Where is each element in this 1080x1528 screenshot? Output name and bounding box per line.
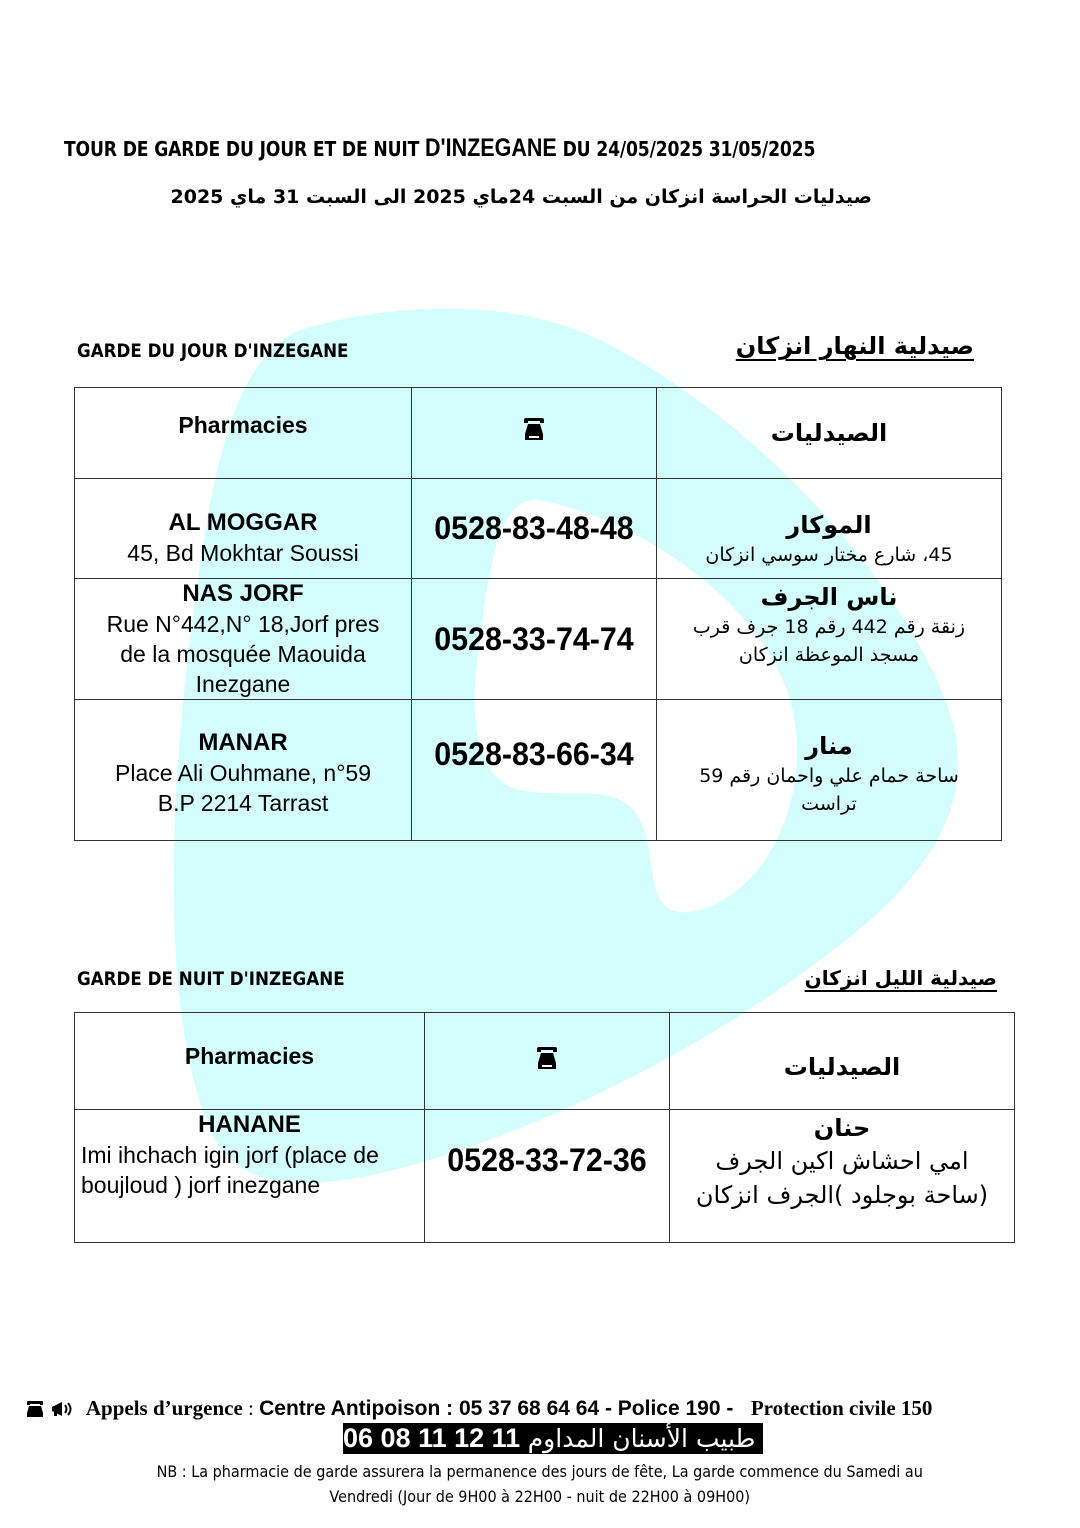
column-header-phone [412, 388, 657, 479]
pharmacy-phone[interactable]: 0528-33-74-74 [434, 620, 634, 657]
pharmacy-address-fr: B.P 2214 Tarrast [157, 790, 329, 816]
column-header-label: Pharmacies [184, 1043, 315, 1069]
table-header-row [75, 1013, 1015, 1110]
pharmacy-fr-cell [75, 479, 412, 579]
column-header-label: الصيدليات [770, 419, 888, 447]
pharmacy-name-fr: HANANE [198, 1111, 301, 1138]
day-section-title-fr: GARDE DU JOUR D'INZEGANE [77, 340, 349, 362]
civil-protection-number: Protection civile 150 [750, 1396, 933, 1420]
pharmacy-name-ar: ناس الجرف [760, 583, 898, 611]
pharmacy-address-ar: مسجد الموعظة انزكان [738, 644, 920, 666]
title-prefix: TOUR DE GARDE DU JOUR ET DE NUIT [64, 137, 420, 161]
telephone-icon [26, 1400, 44, 1418]
column-header-ar [670, 1013, 1015, 1110]
emergency-label: Appels d’urgence [85, 1396, 243, 1420]
pharmacy-fr-cell [75, 579, 412, 700]
pharmacy-fr-cell [75, 1110, 425, 1243]
document-title-ar: صيدليات الحراسة انزكان من السبت 24ماي 2025 الى السبت 31 ماي 2025 [170, 186, 872, 208]
table-row [75, 579, 1002, 700]
pharmacy-name-fr: NAS JORF [182, 580, 304, 607]
emergency-calls-line [26, 1396, 1026, 1424]
dentist-phone[interactable]: 06 08 11 12 11 [343, 1423, 521, 1453]
emergency-icons [26, 1400, 74, 1424]
emergency-numbers: Centre Antipoison : 05 37 68 64 64 - Police 190 - [259, 1397, 734, 1420]
pharmacy-phone-cell [412, 579, 657, 700]
telephone-icon [523, 416, 545, 442]
megaphone-icon [50, 1400, 74, 1418]
pharmacy-ar-cell [657, 700, 1002, 841]
title-dates: DU 24/05/2025 31/05/2025 [562, 137, 816, 161]
pharmacy-phone[interactable]: 0528-83-48-48 [434, 510, 634, 546]
day-pharmacy-table [74, 387, 1002, 841]
pharmacy-phone-cell [412, 479, 657, 579]
title-city: D'INZEGANE [425, 134, 557, 162]
pharmacy-name-ar: الموكار [786, 510, 872, 539]
pharmacy-name-fr: AL MOGGAR [168, 508, 318, 536]
pharmacy-address-ar: تراست [801, 793, 857, 815]
column-header-label: الصيدليات [783, 1053, 901, 1081]
note [100, 1459, 980, 1509]
pharmacy-address-fr: de la mosquée Maouida [120, 641, 366, 667]
note-line-2: Vendredi (Jour de 9H00 à 22H00 - nuit de 22H00 à 09H00) [329, 1487, 751, 1506]
table-row [75, 700, 1002, 841]
pharmacy-address-ar: (ساحة بوجلود )الجرف انزكان [695, 1181, 989, 1209]
column-header-label: Pharmacies [178, 412, 308, 438]
pharmacy-phone[interactable]: 0528-33-72-36 [447, 1142, 647, 1178]
night-section-title-ar: صيدلية الليل انزكان [804, 966, 997, 990]
dentist-label-ar: طبيب الأسنان المداوم : [527, 1424, 772, 1453]
day-section-title-ar: صيدلية النهار انزكان [735, 332, 974, 360]
pharmacy-address-fr: Imi ihchach igin jorf (place de [81, 1142, 379, 1168]
pharmacy-ar-cell [670, 1110, 1015, 1243]
note-line-1: NB : La pharmacie de garde assurera la permanence des jours de fête, La garde commence du Samedi au [156, 1462, 924, 1481]
pharmacy-address-fr: Rue N°442,N° 18,Jorf pres [106, 611, 380, 637]
pharmacy-name-ar: منار [805, 732, 853, 760]
pharmacy-address-fr: Place Ali Ouhmane, n°59 [115, 760, 371, 786]
pharmacy-address-fr: 45, Bd Mokhtar Soussi [127, 539, 359, 566]
column-header-ar [657, 388, 1002, 479]
document-title-fr [64, 134, 838, 163]
column-header-fr [75, 388, 412, 479]
pharmacy-name-ar: حنان [813, 1114, 871, 1142]
table-row [75, 479, 1002, 579]
pharmacy-address-ar: امي احشاش اكين الجرف [715, 1147, 969, 1175]
telephone-icon [536, 1045, 558, 1071]
column-header-fr [75, 1013, 425, 1110]
pharmacy-ar-cell [657, 579, 1002, 700]
night-pharmacy-table [74, 1012, 1015, 1243]
on-call-dentist-banner [343, 1423, 772, 1454]
pharmacy-address-ar: 45، شارع مختار سوسي انزكان [705, 543, 953, 566]
pharmacy-fr-cell [75, 700, 412, 841]
pharmacy-phone[interactable]: 0528-83-66-34 [434, 736, 634, 772]
emergency-separator: : [242, 1396, 260, 1420]
pharmacy-address-fr: boujloud ) jorf inezgane [81, 1172, 321, 1198]
column-header-phone [425, 1013, 670, 1110]
table-header-row [75, 388, 1002, 479]
table-row [75, 1110, 1015, 1243]
pharmacy-address-ar: ساحة حمام علي واحمان رقم 59 [699, 765, 959, 787]
pharmacy-ar-cell [657, 479, 1002, 579]
pharmacy-phone-cell [425, 1110, 670, 1243]
pharmacy-address-ar: زنقة رقم 442 رقم 18 جرف قرب [692, 616, 966, 638]
pharmacy-phone-cell [412, 700, 657, 841]
pharmacy-name-fr: MANAR [198, 729, 288, 756]
night-section-title-fr: GARDE DE NUIT D'INZEGANE [77, 968, 345, 990]
pharmacy-address-fr: Inezgane [195, 671, 291, 697]
